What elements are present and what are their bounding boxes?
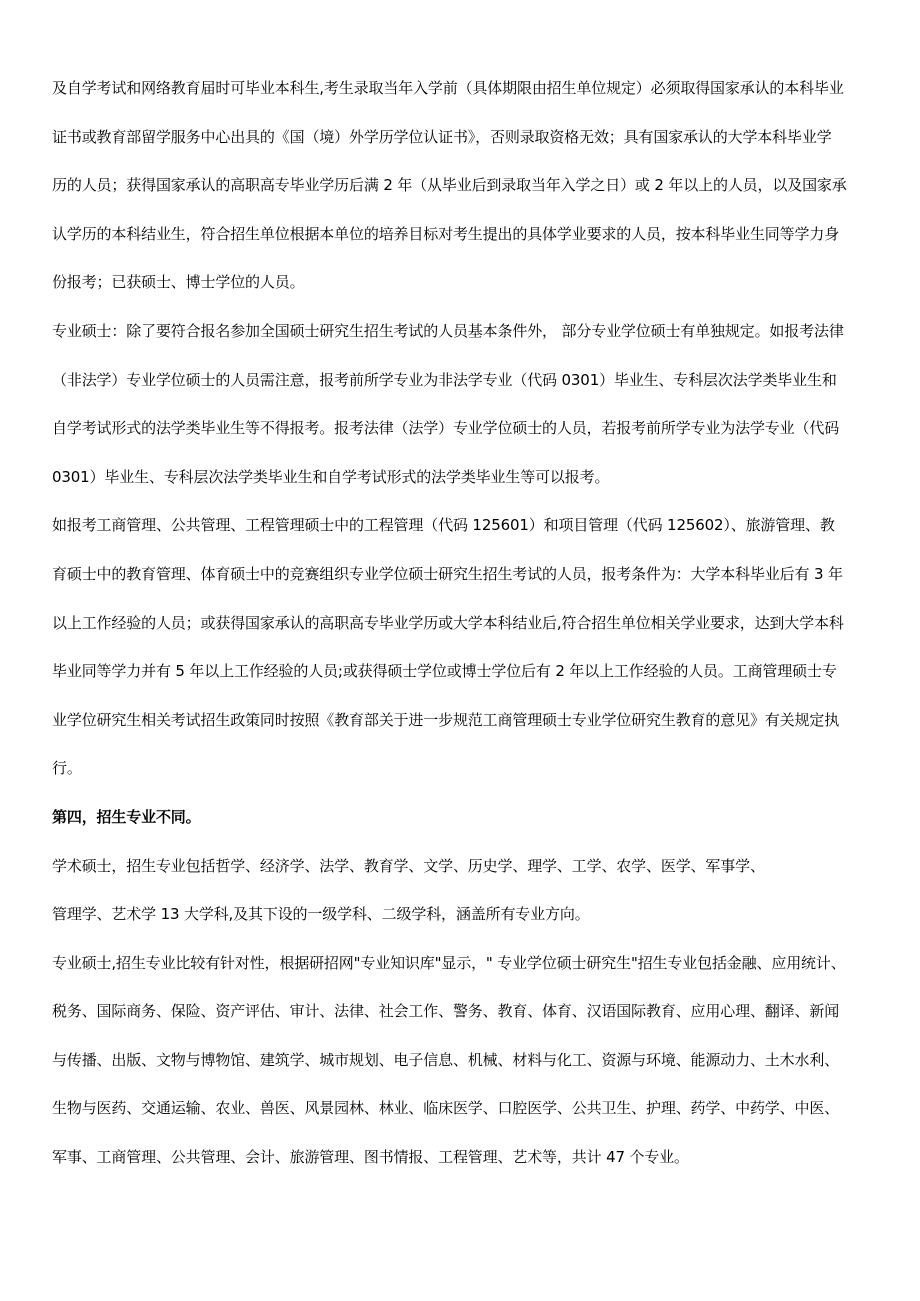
text-line: 专业硕士,招生专业比较有针对性，根据研招网"专业知识库"显示，" 专业学位硕士研究生"招生专业包括金融、应用统计、 — [52, 953, 846, 972]
text-line: 份报考；已获硕士、博士学位的人员。 — [52, 273, 305, 292]
text-line: 历的人员；获得国家承认的高职高专毕业学历后满 2 年（从毕业后到录取当年入学之日）或 2 年以上的人员，以及国家承 — [52, 176, 847, 195]
paragraph-academic-majors — [52, 842, 882, 891]
text-line: 育硕士中的教育管理、体育硕士中的竞赛组织专业学位硕士研究生招生考试的人员，报考条件为：大学本科毕业后有 3 年 — [52, 564, 843, 583]
text-line: 毕业同等学力并有 5 年以上工作经验的人员;或获得硕士学位或博士学位后有 2 年以上工作经验的人员。工商管理硕士专 — [52, 662, 837, 681]
document-page — [52, 64, 882, 1182]
text-line: 与传播、出版、文物与博物馆、建筑学、城市规划、电子信息、机械、材料与化工、资源与环境、能源动力、土木水利、 — [52, 1050, 840, 1069]
text-line: 业学位研究生相关考试招生政策同时按照《教育部关于进一步规范工商管理硕士专业学位研究生教育的意见》有关规定执 — [52, 710, 840, 729]
text-line: 证书或教育部留学服务中心出具的《国（境）外学历学位认证书》，否则录取资格无效；具有国家承认的大学本科毕业学 — [52, 127, 832, 146]
text-line: 自学考试形式的法学类毕业生等不得报考。报考法律（法学）专业学位硕士的人员，若报考前所学专业为法学专业（代码 — [52, 419, 840, 438]
text-line: 认学历的本科结业生，符合招生单位根据本单位的培养目标对考生提出的具体学业要求的人员，按本科毕业生同等学力身 — [52, 224, 840, 243]
paragraph-management-requirements — [52, 501, 882, 793]
text-line: 生物与医药、交通运输、农业、兽医、风景园林、林业、临床医学、口腔医学、公共卫生、护理、药学、中药学、中医、 — [52, 1099, 840, 1118]
text-line: 管理学、艺术学 13 大学科,及其下设的一级学科、二级学科，涵盖所有专业方向。 — [52, 905, 590, 924]
paragraph-academic-requirements — [52, 64, 882, 307]
text-line: 0301）毕业生、专科层次法学类毕业生和自学考试形式的法学类毕业生等可以报考。 — [52, 467, 610, 486]
text-line: 以上工作经验的人员；或获得国家承认的高职高专毕业学历或大学本科结业后,符合招生单位相关学业要求，达到大学本科 — [52, 613, 844, 632]
text-line: 税务、国际商务、保险、资产评估、审计、法律、社会工作、警务、教育、体育、汉语国际教育、应用心理、翻译、新闻 — [52, 1002, 840, 1021]
text-line: 及自学考试和网络教育届时可毕业本科生,考生录取当年入学前（具体期限由招生单位规定）必须取得国家承认的本科毕业 — [52, 79, 844, 97]
text-line: 行。 — [52, 759, 82, 778]
paragraph-academic-majors-cont — [52, 890, 882, 939]
text-line: 专业硕士：除了要符合报名参加全国硕士研究生招生考试的人员基本条件外， 部分专业学位硕士有单独规定。如报考法律 — [52, 321, 844, 340]
paragraph-professional-law — [52, 307, 882, 501]
heading-text: 第四，招生专业不同。 — [52, 807, 201, 826]
paragraph-professional-majors — [52, 939, 882, 1182]
text-line: 如报考工商管理、公共管理、工程管理硕士中的工程管理（代码 125601）和项目管理（代码 125602）、旅游管理、教 — [52, 516, 835, 535]
text-line: 军事、工商管理、公共管理、会计、旅游管理、图书情报、工程管理、艺术等，共计 47 个专业。 — [52, 1148, 689, 1167]
section-heading — [52, 793, 882, 842]
text-line: （非法学）专业学位硕士的人员需注意，报考前所学专业为非法学专业（代码 0301）毕业生、专科层次法学类毕业生和 — [52, 370, 837, 389]
text-line: 学术硕士，招生专业包括哲学、经济学、法学、教育学、文学、历史学、理学、工学、农学、医学、军事学、 — [52, 856, 765, 875]
